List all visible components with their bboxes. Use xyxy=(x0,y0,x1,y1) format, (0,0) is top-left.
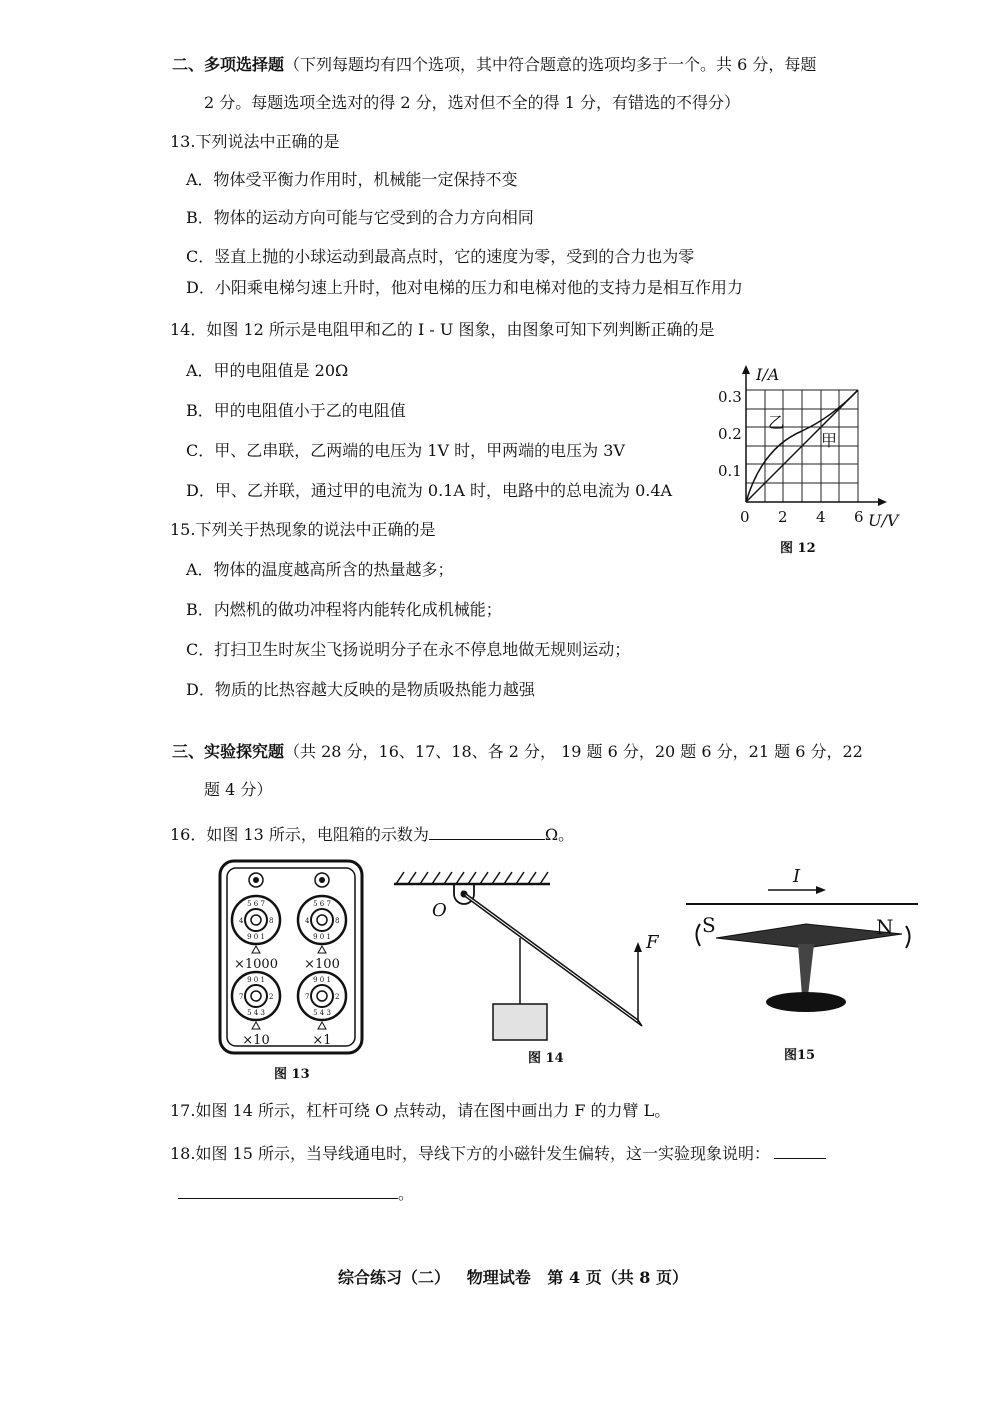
lever-bar xyxy=(462,891,642,1026)
svg-text:9 0 1: 9 0 1 xyxy=(313,976,331,984)
x-tick-2: 2 xyxy=(778,508,788,526)
dial-x10 xyxy=(232,972,280,1029)
rotation-mark-right xyxy=(906,926,910,948)
q18-answer-blank[interactable] xyxy=(774,1142,826,1159)
section-3-heading: 三、实验探究题 xyxy=(172,742,285,761)
svg-text:9 0 1: 9 0 1 xyxy=(313,933,331,941)
rotation-mark-left xyxy=(697,924,701,946)
section-3-instructions: （共 28 分，16、17、18、各 2 分， 19 题 6 分，20 题 6 分，21 题 6 分，22 xyxy=(284,742,863,761)
q14-stem: 14．如图 12 所示是电阻甲和乙的 I - U 图象，由图象可知下列判断正确的是 xyxy=(170,320,715,339)
q18-stem: 18.如图 15 所示，当导线通电时，导线下方的小磁针发生偏转，这一实验现象说明： xyxy=(170,1144,770,1163)
section-2-instructions-cont: 2 分。每题选项全选对的得 2 分，选对但不全的得 1 分，有错选的不得分） xyxy=(204,93,740,112)
y-tick-0-2: 0.2 xyxy=(718,425,742,443)
y-axis-label: I/A xyxy=(756,365,780,384)
label-yi: 乙 xyxy=(768,413,785,432)
q15-option-d: D．物质的比热容越大反映的是物质吸热能力越强 xyxy=(186,680,535,699)
figure-13-resistance-box xyxy=(216,858,366,1058)
figure-12-caption: 图 12 xyxy=(780,541,816,556)
stand-base xyxy=(766,992,846,1012)
ceiling-hatching xyxy=(396,872,548,884)
dial-label-x10: ×10 xyxy=(242,1033,270,1048)
q18-line xyxy=(170,1142,826,1164)
section-2-heading: 二、多项选择题 xyxy=(172,55,285,74)
dial-label-x1: ×1 xyxy=(312,1033,332,1048)
x-axis-label: U/V xyxy=(868,511,899,530)
q15-stem: 15.下列关于热现象的说法中正确的是 xyxy=(170,520,436,539)
q16-line xyxy=(170,823,574,845)
x-tick-0: 0 xyxy=(740,508,750,526)
page-footer: 综合练习（二） 物理试卷 第 4 页（共 8 页） xyxy=(338,1268,688,1287)
dial-x1000 xyxy=(232,896,280,953)
q14-option-d: D．甲、乙并联，通过甲的电流为 0.1A 时，电路中的总电流为 0.4A xyxy=(186,481,673,500)
x-tick-6: 6 xyxy=(854,508,864,526)
current-arrow-head xyxy=(816,886,826,894)
q13-option-a: A．物体受平衡力作用时，机械能一定保持不变 xyxy=(186,170,518,189)
svg-text:7: 7 xyxy=(305,993,310,1001)
figure-13-caption: 图 13 xyxy=(274,1067,310,1082)
svg-text:5 4 3: 5 4 3 xyxy=(247,1009,265,1017)
svg-text:4: 4 xyxy=(239,917,244,925)
svg-text:9 0 1: 9 0 1 xyxy=(247,933,265,941)
svg-text:2: 2 xyxy=(269,993,274,1001)
svg-text:9 0 1: 9 0 1 xyxy=(247,976,265,984)
pivot-label: O xyxy=(432,900,447,921)
south-label: S xyxy=(702,913,716,937)
q13-option-c: C．竖直上抛的小球运动到最高点时，它的速度为零，受到的合力也为零 xyxy=(186,247,695,266)
svg-text:5 4 3: 5 4 3 xyxy=(313,1009,331,1017)
weight-block xyxy=(493,1004,547,1040)
section-3-instructions-cont: 题 4 分） xyxy=(204,780,273,799)
q14-option-b: B．甲的电阻值小于乙的电阻值 xyxy=(186,401,406,420)
svg-text:2: 2 xyxy=(335,993,340,1001)
force-arrow-head xyxy=(634,942,642,952)
section-3-heading-line xyxy=(172,742,863,762)
dial-label-x100: ×100 xyxy=(304,957,340,972)
dial-x1 xyxy=(298,972,346,1029)
x-axis-arrow xyxy=(878,498,887,506)
force-label: F xyxy=(646,932,659,953)
section-2-heading-line xyxy=(172,55,816,75)
label-jia: 甲 xyxy=(821,431,838,450)
svg-text:8: 8 xyxy=(269,917,274,925)
figure-14-lever xyxy=(388,864,668,1049)
q18-end: 。 xyxy=(398,1184,415,1203)
figure-15-oersted xyxy=(680,858,925,1028)
q15-option-a: A．物体的温度越高所含的热量越多； xyxy=(186,560,454,579)
needle-stand xyxy=(798,944,814,996)
q14-option-a: A．甲的电阻值是 20Ω xyxy=(186,361,349,380)
terminal-left-dot xyxy=(253,877,259,883)
figure-12-graph xyxy=(712,360,912,560)
north-label: N xyxy=(876,915,894,939)
q16-answer-blank[interactable] xyxy=(429,823,545,840)
y-tick-0-1: 0.1 xyxy=(718,462,742,480)
q16-stem: 16．如图 13 所示，电阻箱的示数为 xyxy=(170,825,429,844)
q18-answer-blank-2[interactable] xyxy=(178,1182,398,1199)
section-2-instructions: （下列每题均有四个选项，其中符合题意的选项均多于一个。共 6 分，每题 xyxy=(284,55,817,74)
q15-option-b: B．内燃机的做功冲程将内能转化成机械能； xyxy=(186,600,502,619)
dial-x100 xyxy=(298,896,346,953)
y-axis-arrow xyxy=(742,365,750,374)
q14-option-c: C．甲、乙串联，乙两端的电压为 1V 时，甲两端的电压为 3V xyxy=(186,441,625,460)
q13-stem: 13.下列说法中正确的是 xyxy=(170,132,340,151)
q18-line-2 xyxy=(178,1182,414,1204)
q15-option-c: C．打扫卫生时灰尘飞扬说明分子在永不停息地做无规则运动； xyxy=(186,640,631,659)
current-label: I xyxy=(793,866,801,887)
q13-option-d: D．小阳乘电梯匀速上升时，他对电梯的压力和电梯对他的支持力是相互作用力 xyxy=(186,278,743,297)
q17-stem: 17.如图 14 所示，杠杆可绕 O 点转动，请在图中画出力 F 的力臂 L。 xyxy=(170,1101,671,1120)
svg-text:5 6 7: 5 6 7 xyxy=(313,900,331,908)
svg-text:7: 7 xyxy=(239,993,244,1001)
dial-label-x1000: ×1000 xyxy=(234,957,278,972)
svg-text:8: 8 xyxy=(335,917,340,925)
svg-text:5 6 7: 5 6 7 xyxy=(247,900,265,908)
figure-15-caption: 图15 xyxy=(784,1048,816,1063)
x-tick-4: 4 xyxy=(816,508,826,526)
figure-14-caption: 图 14 xyxy=(528,1051,564,1066)
q16-unit: Ω。 xyxy=(544,825,575,844)
q13-option-b: B．物体的运动方向可能与它受到的合力方向相同 xyxy=(186,208,534,227)
y-tick-0-3: 0.3 xyxy=(718,388,742,406)
svg-text:4: 4 xyxy=(305,917,310,925)
terminal-right-dot xyxy=(319,877,325,883)
